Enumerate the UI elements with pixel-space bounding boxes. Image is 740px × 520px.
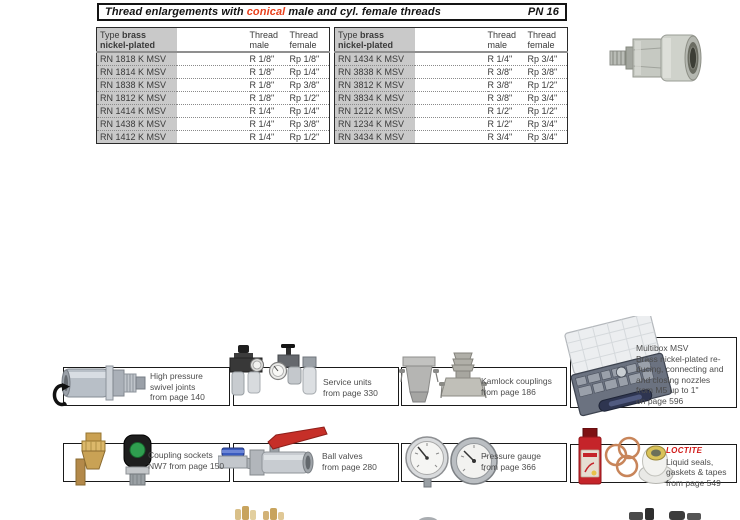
spacer-column-header [415,28,488,53]
partial-image-fragment-brass [233,505,297,520]
type-cell: RN 1212 K MSV [335,105,415,118]
spacer-cell [177,92,250,105]
thread-female-cell: Rp 1/2" [528,79,568,92]
type-cell: RN 1234 K MSV [335,118,415,131]
spacer-cell [177,79,250,92]
thread-female-column-header: Thread female [290,28,330,53]
rotation-icon [52,383,70,407]
spacer-cell [415,131,488,144]
promo-text-line: Ball valves [322,451,363,461]
type-cell: RN 1414 K MSV [97,105,177,118]
promo-text-line: Multibox MSV [636,343,689,353]
ball-valves-image [218,426,332,486]
table-row [335,52,568,66]
type-column-header: Type brass nickel-plated [335,28,415,53]
promo-text-line: Service units [323,377,372,387]
partial-image-fragment-dark [627,507,703,520]
table-row [335,79,568,92]
thread-female-cell: Rp 3/4" [528,92,568,105]
thread-female-cell: Rp 3/4" [528,52,568,66]
promo-text-line: from page 366 [481,461,536,472]
page-title-pre: Thread enlargements with [105,6,244,18]
thread-table-left [96,27,330,144]
table-header-row [335,28,568,53]
spacer-cell [415,66,488,79]
table-row [97,79,330,92]
thread-male-column-header: Thread male [488,28,528,53]
type-cell: RN 1434 K MSV [335,52,415,66]
thread-female-cell: Rp 1/2" [528,105,568,118]
type-cell: RN 1814 K MSV [97,66,177,79]
type-cell: RN 1412 K MSV [97,131,177,144]
table-row [97,105,330,118]
thread-female-cell: Rp 1/2" [289,132,320,142]
loctite-brand-label: LOCTITE [666,446,703,455]
promo-text-coupling-sockets [148,450,224,471]
promo-text-kamlock [481,376,552,397]
spacer-cell [415,52,488,66]
promo-text-line: NW7 from page 150 [148,460,225,471]
type-cell: RN 1812 K MSV [97,92,177,105]
table-header-row [97,28,330,53]
type-cell: RN 3434 K MSV [335,131,415,144]
spacer-cell [415,118,488,131]
promo-text-line: on page 596 [636,395,684,406]
promo-text-loctite [666,446,726,488]
promo-text-line: Kamlock couplings [481,376,552,386]
spacer-cell [415,92,488,105]
thread-male-cell: R 1/8" [250,79,290,92]
table-row [97,92,330,105]
promo-text-line: Liquid seals, [666,456,714,467]
table-row [97,118,330,131]
thread-male-cell: R 1/2" [488,105,528,118]
page-title-post: male and cyl. female threads [288,6,441,18]
promo-text-line: from page 186 [481,386,536,397]
table-row [335,92,568,105]
promo-text-line: from page 549 [666,477,721,488]
thread-table-right [334,27,568,144]
promo-text-line: swivel joints [150,381,196,392]
promo-text-line: from M5 up to 1" [636,385,699,395]
thread-male-cell: R 1/4" [249,132,275,142]
thread-male-cell: R 1/4" [250,118,290,131]
spacer-cell [177,118,250,131]
thread-male-cell: R 1/8" [250,52,290,66]
table-row [97,52,330,66]
table-row [335,118,568,131]
promo-text-swivel-joints [150,371,205,403]
spacer-cell [177,66,250,79]
type-cell: RN 1818 K MSV [97,52,177,66]
promo-text-line: ducing, connecting and [636,364,724,374]
thread-male-cell: R 1/2" [488,118,528,131]
spacer-cell [177,105,250,118]
spacer-column-header [177,28,250,53]
thread-female-column-header: Thread female [528,28,568,53]
loctite-products-image [568,428,676,486]
thread-male-cell: R 3/8" [488,92,528,105]
swivel-joint-image [58,362,150,404]
service-units-image [226,344,324,408]
page-title-highlight: conical [246,6,286,18]
thread-female-cell: Rp 1/2" [290,92,330,105]
table-row [335,66,568,79]
thread-female-cell: Rp 1/4" [290,105,330,118]
table-row [335,105,568,118]
promo-text-line: and closing nozzles [636,374,711,385]
page-title-bar [97,3,567,21]
table-row [97,131,330,144]
spacer-cell [177,131,250,144]
type-cell: RN 3812 K MSV [335,79,415,92]
promo-text-line: from page 330 [323,387,378,398]
spacer-cell [177,52,250,66]
thread-female-cell: Rp 1/8" [290,52,330,66]
promo-text-ball-valves [322,451,377,472]
promo-text-line: Coupling sockets [148,450,213,460]
thread-enlargement-product-photo [608,26,708,96]
partial-image-fragment-grey [417,511,439,520]
type-cell: RN 3834 K MSV [335,92,415,105]
pressure-rating-code: PN 16 [527,6,559,18]
promo-text-line: gaskets & tapes [666,467,727,477]
loctite-lines [666,457,726,489]
thread-female-cell: Rp 3/8" [290,118,330,131]
thread-male-cell: R 1/4" [488,52,528,66]
thread-female-cell: Rp 3/8" [528,66,568,79]
promo-text-service-units [323,377,378,398]
type-column-header: Type brass nickel-plated [97,28,177,53]
spacer-cell [415,105,488,118]
promo-text-multibox [636,343,723,406]
thread-male-cell: R 1/8" [250,92,290,105]
promo-text-line: Brass nickel-plated re- [636,353,721,364]
thread-male-cell: R 3/8" [488,79,528,92]
type-cell: RN 1438 K MSV [97,118,177,131]
promo-text-line: High pressure [150,371,203,381]
thread-female-cell: Rp 3/4" [527,132,558,142]
kamlock-couplings-image [398,352,494,410]
promo-text-line: from page 140 [150,392,205,402]
type-cell: RN 1838 K MSV [97,79,177,92]
promo-text-pressure-gauge [481,451,541,472]
thread-male-cell: R 1/8" [250,66,290,79]
thread-female-cell: Rp 3/4" [528,118,568,131]
thread-male-column-header: Thread male [250,28,290,53]
thread-male-cell: R 1/4" [250,105,290,118]
spacer-cell [415,79,488,92]
thread-female-cell: Rp 3/8" [290,79,330,92]
type-cell: RN 3838 K MSV [335,66,415,79]
promo-text-line: Pressure gauge [481,451,542,461]
thread-male-cell: R 3/4" [487,132,513,142]
thread-female-cell: Rp 1/4" [290,66,330,79]
table-row [97,66,330,79]
thread-male-cell: R 3/8" [488,66,528,79]
promo-text-line: from page 280 [322,461,377,472]
table-row [335,131,568,144]
